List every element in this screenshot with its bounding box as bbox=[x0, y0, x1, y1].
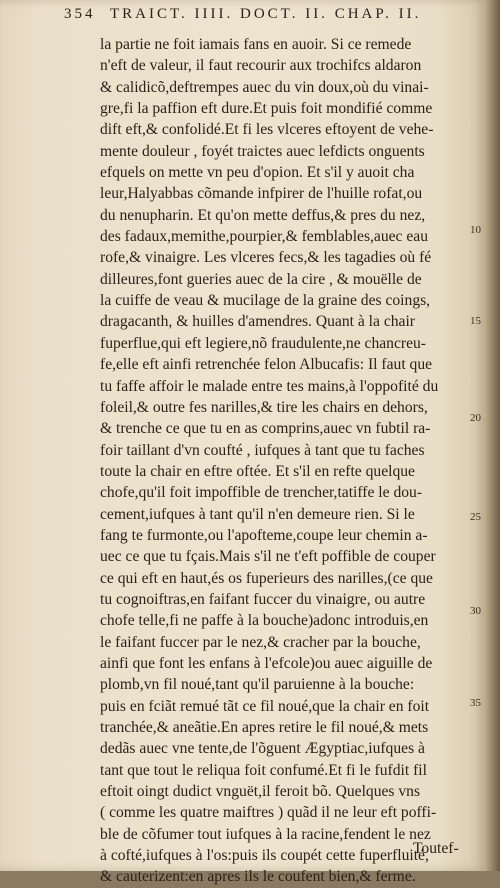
body-text bbox=[100, 34, 482, 888]
page-edge bbox=[486, 0, 500, 871]
text-line: ce qui eft en haut,és os fuperieurs des narilles,(ce que bbox=[100, 569, 433, 587]
text-line: la partie ne foit iamais fans en auoir. Si ce remede bbox=[100, 36, 412, 53]
text-line: n'eft de valeur, il faut recourir aux trochifcs aldaron bbox=[100, 57, 422, 75]
text-line: tranchée,& aneãtie.En apres retire le fil noué,& mets bbox=[100, 719, 429, 736]
text-line: gre,fi la paffion eft dure.Et puis foit mondifié comme bbox=[100, 100, 433, 118]
margin-line-number: 15 bbox=[470, 315, 481, 327]
text-line: chofe,qu'il foit impoffible de trencher,tatiffe le dou- bbox=[100, 484, 423, 502]
text-line: fang te furmonte,ou l'apofteme,coupe leur chemin a- bbox=[100, 526, 428, 544]
text-line: cement,iufques à tant qu'il n'en demeure rien. Si le bbox=[100, 505, 415, 523]
text-line: uec ce que tu fçais.Mais s'il ne t'eft poffible de couper bbox=[100, 548, 436, 566]
text-line: & calidicõ,deftrempes auec du vin doux,où du vinai- bbox=[100, 78, 429, 96]
text-line: & cauterizent:en apres ils le coufent bien,& ferme. bbox=[100, 868, 416, 886]
text-line: foleil,& outre fes narilles,& tire les chairs en dehors, bbox=[100, 398, 428, 416]
text-line: du nenupharin. Et qu'on mette deffus,& pres du nez, bbox=[100, 206, 426, 224]
text-line: eftoit oingt dudict vnguët,il feroit bõ. Quelques vns bbox=[100, 783, 421, 801]
text-line: toute la chair en eftre oftée. Et s'il en refte quelque bbox=[100, 462, 415, 480]
text-line: tant que tout le reliqua foit confumé.Et fi le fufdit fil bbox=[100, 761, 427, 779]
margin-line-number: 35 bbox=[470, 697, 481, 709]
margin-line-number: 30 bbox=[470, 605, 481, 617]
text-line: mente douleur , foyét traictes auec lefdicts onguents bbox=[100, 142, 425, 160]
text-line: fuperflue,qui eft legiere,nõ fraudulente,ne chancreu- bbox=[100, 334, 426, 352]
text-line: des fadaux,memithe,pourpier,& femblables,auec eau bbox=[100, 228, 429, 246]
text-line: à cofté,iufques à l'os:puis ils coupét cette fuperfluité, bbox=[100, 847, 429, 865]
page-header bbox=[64, 6, 500, 30]
text-line: chofe telle,fi ne paffe à la bouche)adonc introduis,en bbox=[100, 612, 429, 630]
text-line: dilleures,font gueries auec de la cire , & mouëlle de bbox=[100, 270, 422, 288]
text-line: rofe,& vinaigre. Les vlceres fecs,& les tagadies où fé bbox=[100, 249, 432, 267]
text-line: ainfi que font les enfans à l'efcole)ou auec aiguille de bbox=[100, 654, 433, 672]
text-line: dift eft,& confolidé.Et fi les vlceres eftoyent de vehe- bbox=[100, 121, 434, 139]
page-number: 354 bbox=[64, 6, 96, 22]
catchword: Toutef- bbox=[413, 840, 459, 857]
text-line: tu cognoiftras,en faifant fuccer du vinaigre, ou autre bbox=[100, 590, 426, 608]
text-line: fe,elle eft ainfi retrenchée felon Albucafis: Il faut que bbox=[100, 356, 433, 374]
running-title: TRAICT. IIII. DOCT. II. CHAP. II. bbox=[109, 6, 422, 22]
text-line: & trenche ce que tu en as comprins,auec vn fubtil ra- bbox=[100, 420, 431, 438]
text-line: efquels on mette vn peu d'opion. Et s'il y auoit cha bbox=[100, 164, 415, 182]
text-line: plomb,vn fil noué,tant qu'il paruienne à la bouche: bbox=[100, 676, 415, 694]
margin-line-number: 25 bbox=[470, 511, 481, 523]
text-line: ( comme les quatre maiftres ) quãd il ne leur eft poffi- bbox=[100, 804, 437, 822]
margin-line-number: 10 bbox=[470, 224, 481, 236]
text-line: dedãs auec vne tente,de l'õguent Ægyptiac,iufques à bbox=[100, 740, 425, 758]
text-line: foir taillant d'vn coufté , iufques à tant que tu faches bbox=[100, 441, 425, 459]
text-line: leur,Halyabbas cõmande infpirer de l'huille rofat,ou bbox=[100, 185, 423, 203]
text-line: dragacanth, & huilles d'amendres. Quant à la chair bbox=[100, 313, 415, 331]
text-line: la cuiffe de veau & mucilage de la graine des coings, bbox=[100, 292, 431, 310]
text-line: le faifant fuccer par le nez,& cracher par la bouche, bbox=[100, 633, 421, 651]
text-line: ble de cõfumer tout iufques à la racine,fendent le nez bbox=[100, 825, 431, 843]
text-line: puis en fciãt remué tãt ce fil noué,que la chair en foit bbox=[100, 697, 430, 715]
margin-line-number: 20 bbox=[470, 412, 481, 424]
text-line: tu faffe affoir le malade entre tes mains,à l'oppofité du bbox=[100, 377, 439, 395]
